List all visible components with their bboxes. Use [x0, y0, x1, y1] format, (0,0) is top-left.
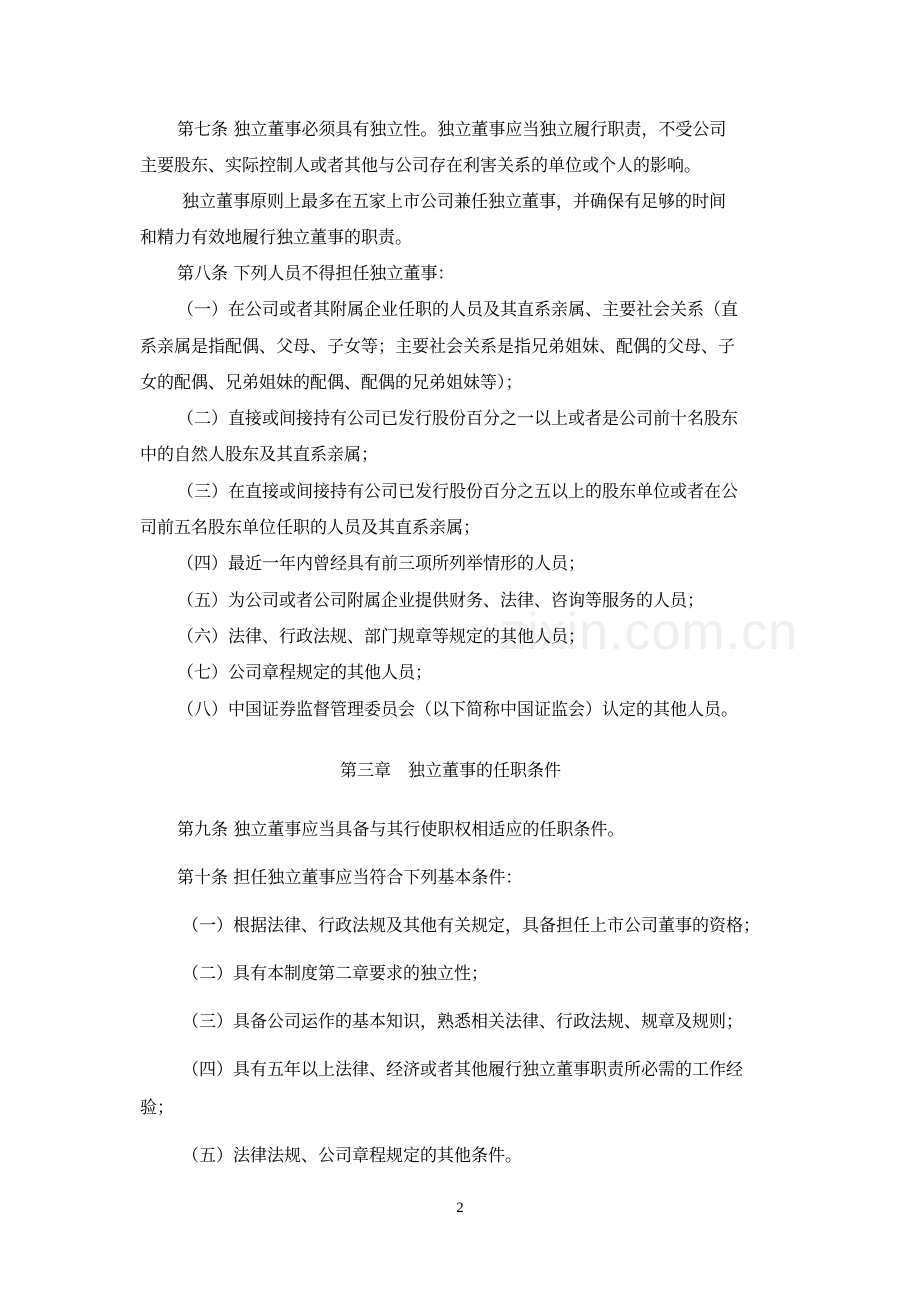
article-8-item-1-line-2: 系亲属是指配偶、父母、子女等；主要社会关系是指兄弟姐妹、配偶的父母、子	[140, 337, 735, 357]
article-8-item-2-line-1: （二）直接或间接持有公司已发行股份百分之一以上或者是公司前十名股东	[177, 409, 738, 429]
article-7-line-1: 第七条 独立董事必须具有独立性。独立董事应当独立履行职责，不受公司	[177, 120, 727, 140]
article-8-item-5: （五）为公司或者公司附属企业提供财务、法律、咨询等服务的人员；	[177, 591, 704, 611]
article-8-item-4: （四）最近一年内曾经具有前三项所列举情形的人员；	[177, 554, 585, 574]
article-8-item-2-line-2: 中的自然人股东及其直系亲属；	[140, 445, 378, 465]
article-10-heading: 第十条 担任独立董事应当符合下列基本条件：	[177, 868, 523, 888]
article-7-para-2-line-2: 和精力有效地履行独立董事的职责。	[140, 228, 412, 248]
article-10-item-4-line-1: （四）具有五年以上法律、经济或者其他履行独立董事职责所必需的工作经	[182, 1060, 743, 1080]
article-8-item-3-line-1: （三）在直接或间接持有公司已发行股份百分之五以上的股东单位或者在公	[177, 482, 738, 502]
article-8-item-1-line-1: （一）在公司或者其附属企业任职的人员及其直系亲属、主要社会关系（直	[177, 300, 738, 320]
chapter-3-heading: 第三章 独立董事的任职条件	[340, 761, 561, 781]
article-7-para-2-line-1: 独立董事原则上最多在五家上市公司兼任独立董事，并确保有足够的时间	[182, 192, 726, 212]
article-8-item-7: （七）公司章程规定的其他人员；	[177, 663, 432, 683]
article-9: 第九条 独立董事应当具备与其行使职权相适应的任职条件。	[177, 820, 625, 840]
article-10-item-5: （五）法律法规、公司章程规定的其他条件。	[182, 1146, 522, 1166]
article-10-item-3: （三）具备公司运作的基本知识，熟悉相关法律、行政法规、规章及规则；	[182, 1012, 743, 1032]
article-8-heading: 第八条 下列人员不得担任独立董事：	[177, 264, 455, 284]
article-10-item-2: （二）具有本制度第二章要求的独立性；	[182, 964, 488, 984]
article-10-item-1: （一）根据法律、行政法规及其他有关规定，具备担任上市公司董事的资格；	[182, 916, 760, 936]
article-8-item-3-line-2: 司前五名股东单位任职的人员及其直系亲属；	[140, 518, 480, 538]
watermark: zixin.com.cn	[500, 603, 799, 661]
article-8-item-1-line-3: 女的配偶、兄弟姐妹的配偶、配偶的兄弟姐妹等）；	[140, 373, 523, 393]
article-7-line-2: 主要股东、实际控制人或者其他与公司存在利害关系的单位或个人的影响。	[140, 156, 701, 176]
article-10-item-4-line-2: 验；	[140, 1098, 174, 1118]
article-8-item-6: （六）法律、行政法规、部门规章等规定的其他人员；	[177, 627, 585, 647]
article-8-item-8: （八）中国证券监督管理委员会（以下简称中国证监会）认定的其他人员。	[177, 700, 738, 720]
page-number: 2	[456, 1200, 464, 1216]
